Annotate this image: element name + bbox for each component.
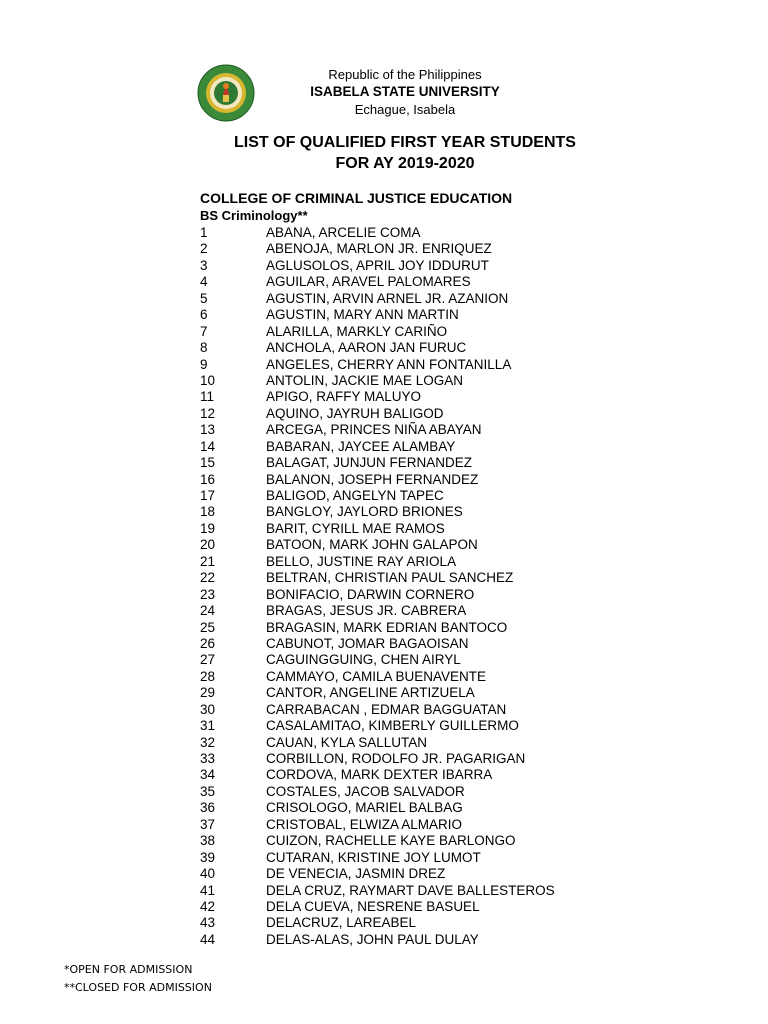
student-number: 12 [200,405,216,421]
student-name: BATOON, MARK JOHN GALAPON [266,537,478,553]
student-number: 24 [200,603,216,619]
student-number: 28 [200,668,216,684]
student-name: APIGO, RAFFY MALUYO [266,389,422,405]
student-name: ALARILLA, MARKLY CARIÑO [266,323,448,339]
student-name: DELACRUZ, LAREABEL [266,915,417,931]
student-name: DELA CRUZ, RAYMART DAVE BALLESTEROS [266,882,555,898]
student-number: 39 [200,849,216,865]
student-name: CABUNOT, JOMAR BAGAOISAN [266,635,469,651]
student-number: 9 [200,356,208,372]
student-name: CUTARAN, KRISTINE JOY LUMOT [266,849,481,865]
student-number: 42 [200,898,216,914]
student-number: 37 [200,816,216,832]
program-heading: BS Criminology** [200,208,308,223]
student-name: CAGUINGGUING, CHEN AIRYL [266,652,461,668]
student-number: 20 [200,537,216,553]
student-name: BELLO, JUSTINE RAY ARIOLA [266,553,457,569]
student-name: BALAGAT, JUNJUN FERNANDEZ [266,455,473,471]
student-name: BRAGASIN, MARK EDRIAN BANTOCO [266,619,508,635]
student-number: 19 [200,520,216,536]
student-number: 3 [200,257,208,273]
document-title-line1: LIST OF QUALIFIED FIRST YEAR STUDENTS [234,134,576,151]
student-name: AGUSTIN, ARVIN ARNEL JR. AZANION [266,290,509,306]
student-name: AGUILAR, ARAVEL PALOMARES [266,274,471,290]
university-name: ISABELA STATE UNIVERSITY [310,84,500,99]
student-number: 30 [200,701,216,717]
student-number: 27 [200,652,216,668]
student-number: 22 [200,570,216,586]
student-number: 11 [200,389,215,405]
student-name: CRISTOBAL, ELWIZA ALMARIO [266,816,463,832]
student-name: CARRABACAN , EDMAR BAGGUATAN [266,701,507,717]
student-number: 23 [200,586,216,602]
student-name: CANTOR, ANGELINE ARTIZUELA [266,685,475,701]
republic-header: Republic of the Philippines [328,67,482,82]
student-number: 32 [200,734,216,750]
student-name: ANCHOLA, AARON JAN FURUC [266,340,467,356]
student-number: 29 [200,685,216,701]
student-number: 33 [200,751,216,766]
student-name: BELTRAN, CHRISTIAN PAUL SANCHEZ [266,570,514,586]
student-number: 34 [200,767,216,783]
student-number: 38 [200,833,216,849]
student-number: 41 [200,882,216,898]
student-number: 16 [200,471,216,487]
student-name: CAUAN, KYLA SALLUTAN [266,734,428,750]
student-number: 25 [200,619,216,635]
student-name: COSTALES, JACOB SALVADOR [266,783,465,799]
document-title-line2: FOR AY 2019-2020 [335,155,475,172]
student-name: ARCEGA, PRINCES NIÑA ABAYAN [266,422,482,438]
university-location: Echague, Isabela [354,102,456,117]
footnote-closed: **CLOSED FOR ADMISSION [64,981,212,994]
student-name: ANTOLIN, JACKIE MAE LOGAN [266,372,464,388]
student-name: AGLUSOLOS, APRIL JOY IDDURUT [266,257,489,273]
student-name: BALIGOD, ANGELYN TAPEC [266,488,444,503]
student-name: CORBILLON, RODOLFO JR. PAGARIGAN [266,751,526,766]
student-name: AQUINO, JAYRUH BALIGOD [266,405,444,421]
student-number: 13 [200,422,216,438]
student-number: 43 [200,915,216,931]
student-number: 4 [200,274,208,290]
student-name: AGUSTIN, MARY ANN MARTIN [266,307,459,323]
student-number: 44 [200,931,216,947]
student-name: BABARAN, JAYCEE ALAMBAY [266,438,456,454]
student-number: 21 [200,553,216,569]
student-number: 26 [200,635,216,651]
student-number: 7 [200,323,208,339]
student-number: 31 [200,718,216,734]
student-number: 40 [200,866,216,882]
student-number: 36 [200,800,216,816]
student-number: 14 [200,438,216,454]
student-name: BONIFACIO, DARWIN CORNERO [266,586,475,602]
student-name: CRISOLOGO, MARIEL BALBAG [266,800,463,816]
student-number: 1 [200,225,208,240]
student-name: BRAGAS, JESUS JR. CABRERA [266,603,467,619]
footnote-open: *OPEN FOR ADMISSION [64,963,193,976]
student-number: 5 [200,290,208,306]
student-name: BANGLOY, JAYLORD BRIONES [266,504,463,520]
student-name: CUIZON, RACHELLE KAYE BARLONGO [266,833,516,849]
student-name: BARIT, CYRILL MAE RAMOS [266,520,445,536]
student-number: 35 [200,783,216,799]
student-number: 10 [200,372,216,388]
student-number: 17 [200,488,216,503]
student-name: DE VENECIA, JASMIN DREZ [266,866,446,882]
student-name: BALANON, JOSEPH FERNANDEZ [266,471,479,487]
student-name: ABENOJA, MARLON JR. ENRIQUEZ [266,241,492,257]
student-number: 2 [200,241,208,257]
student-number: 6 [200,307,208,323]
student-name: CASALAMITAO, KIMBERLY GUILLERMO [266,718,519,734]
college-heading: COLLEGE OF CRIMINAL JUSTICE EDUCATION [200,190,513,206]
student-name: ANGELES, CHERRY ANN FONTANILLA [266,356,512,372]
student-name: ABANA, ARCELIE COMA [266,225,421,240]
student-name: DELAS-ALAS, JOHN PAUL DULAY [266,931,479,947]
student-number: 8 [200,340,208,356]
student-name: DELA CUEVA, NESRENE BASUEL [266,898,480,914]
student-number: 18 [200,504,216,520]
student-name: CAMMAYO, CAMILA BUENAVENTE [266,668,487,684]
student-name: CORDOVA, MARK DEXTER IBARRA [266,767,493,783]
student-number: 15 [200,455,216,471]
